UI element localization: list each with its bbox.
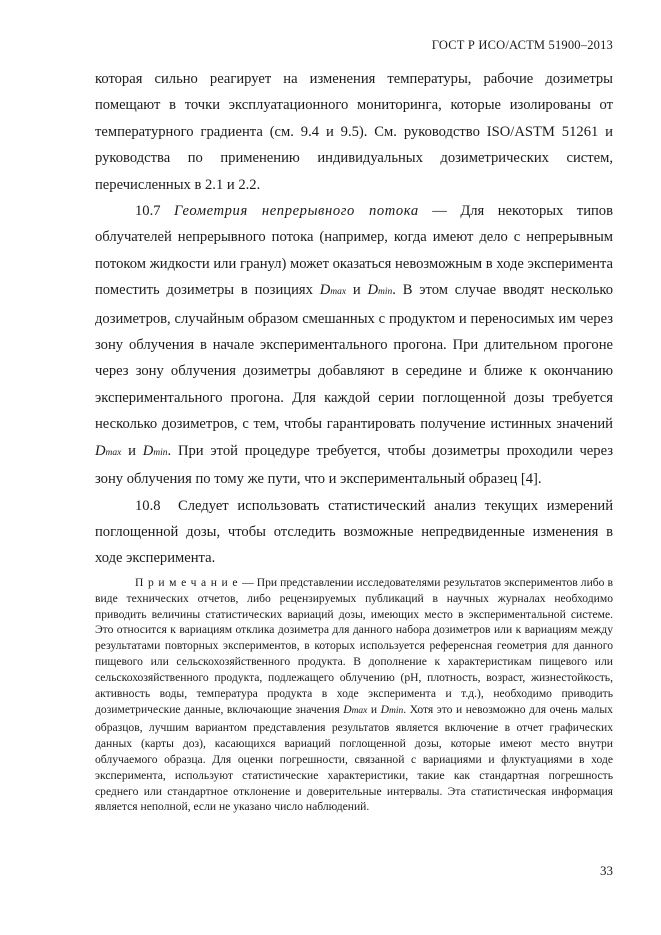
note-label: Примечание — [135, 575, 243, 589]
text-segment: При представлении исследователями результатов экспериментов либо в виде технических отчетов, либо рецензируемых публикаций в научных журналах необходимо приводить величины статистических вариаций дозы, имеющих место в экспериментальной системе. Это относится к вариациям отклика дозиметра для данного набора дозиметров или к вариациям между результатами повторных экспериментов, в которых используется референсная геометрия для данного пищевого или сельскохозяйственного продукта. В дополнение к характеристикам пищевого или сельскохозяйственного продукта, подлежащего облучению (pH, плотность, возраст, жизнестойкость, активность воды, температура продукта в ходе эксперимента и т.д.), необходимо приводить дозиметрические данные, включающие значения — [95, 575, 613, 716]
note-paragraph — [95, 575, 613, 816]
symbol-d: D — [319, 282, 331, 299]
paragraph-10-7 — [95, 198, 613, 492]
symbol-d: D — [343, 702, 352, 716]
text-segment: . При этой процедуре требуется, чтобы дозиметры проходили через зону облучения по тому же пути, что и экспериментальный образец [4]. — [95, 442, 614, 488]
paragraph-continuation: которая сильно реагирует на изменения температуры, рабочие дозиметры помещают в точки эксплуатационного мониторинга, которые изолированы от температурного градиента (см. 9.4 и 9.5). См. руководство ISO/ASTM 51261 и руководства по применению индивидуальных дозиметрических систем, перечисленных в 2.1 и 2.2. — [95, 71, 613, 193]
text-segment: и — [121, 442, 143, 459]
subscript-max: max — [105, 447, 122, 458]
symbol-d: D — [380, 702, 390, 716]
subscript-min: min — [378, 287, 393, 298]
text-segment: . Хотя это и невозможно для очень малых образцов, лучшим вариантом представления результатов является включение в отчет графических данных (карты доз), касающихся вариаций поглощенной дозы, которые имеют место внутри облучаемого образца. Для оценки погрешности, связанной с вариациями и флуктуациями в ходе эксперимента, используют статистические характеристики, такие как стандартная погрешность среднего или стандартное отклонение и доверительные интервалы. Эта статистическая информация является неполной, если не указано число наблюдений. — [95, 702, 613, 814]
clause-number: 10.7 — [135, 203, 161, 220]
text-segment: . В этом случае вводят несколько дозиметров, случайным образом смешанных с продуктом и переносимых им через зону облучения в начале экспериментального прогона. При длительном прогоне через зону облучения дозиметры добавляют в середине и ближе к окончанию экспериментального прогона. Для каждой серии поглощенной дозы требуется несколько дозиметров, с тем, чтобы гарантировать получение истинных значений — [95, 282, 613, 433]
symbol-d: D — [367, 282, 379, 299]
subscript-min: min — [389, 705, 404, 716]
subscript-max: max — [330, 287, 347, 298]
symbol-d: D — [95, 442, 106, 459]
clause-number: 10.8 — [135, 497, 161, 514]
text-segment: Следует использовать статистический анализ текущих измерений поглощенной дозы, чтобы отследить возможные непредвиденные изменения в ходе эксперимента. — [95, 497, 614, 567]
text-segment: и — [346, 282, 368, 299]
subscript-max: max — [351, 705, 368, 716]
paragraph-10-8 — [95, 493, 613, 572]
document-header: ГОСТ Р ИСО/АСТМ 51900–2013 — [431, 38, 613, 52]
symbol-d: D — [142, 442, 154, 459]
page-number: 33 — [600, 863, 613, 878]
page-body — [95, 66, 613, 815]
clause-title: Геометрия непрерывного потока — [174, 203, 419, 220]
em-dash: — — [432, 203, 447, 220]
text-segment: Для некоторых типов облучателей непрерывного потока (например, когда имеют дело с непрерывным потоком жидкости или гранул) может оказаться невозможным в ходе эксперимента поместить дозиметры в позициях — [95, 203, 613, 299]
em-dash: — — [242, 575, 254, 589]
text-segment: и — [367, 702, 381, 716]
subscript-min: min — [153, 447, 168, 458]
